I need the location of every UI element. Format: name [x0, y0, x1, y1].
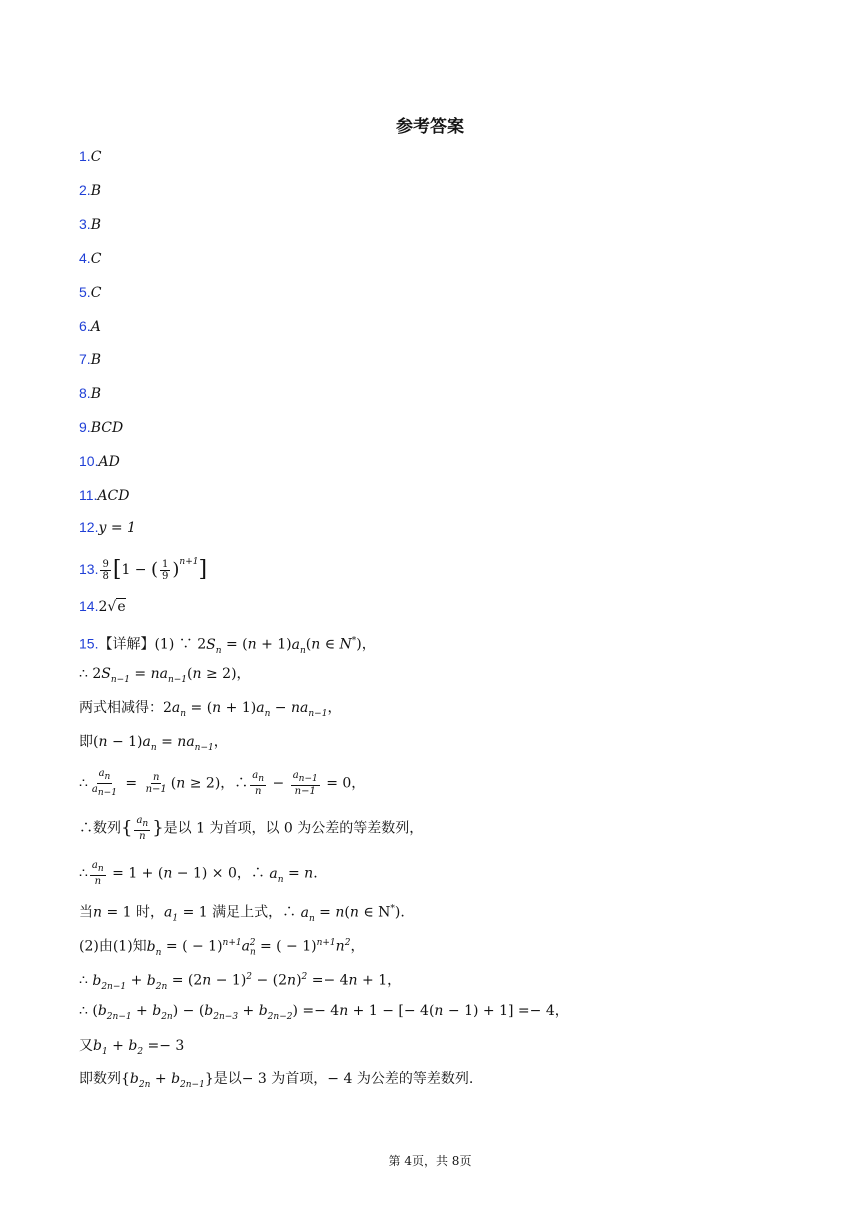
answer-13 [79, 552, 207, 582]
q15-text: 即数列 [79, 1071, 121, 1087]
sqrt-e: √e [107, 599, 126, 615]
answer-number: 10. [79, 453, 99, 469]
q15-line-1: 15.【详解】(1) ∵ $2S_n = (n + 1)a_n(n$ ∈ N*)， [79, 635, 376, 656]
q15-line-5: ∴ $\frac{a_n}{a_{n-1}}$ = $\frac{n}{n-1}$ (n ≥ 2)，∴ $\frac{a_n}{n}$ − $\frac{a_{n-1}}{n-1}$ = 0， [79, 768, 366, 798]
answer-14 [79, 596, 126, 617]
page-footer: 第 4页，共 8页 [388, 1154, 472, 1168]
q15-line-8: 当n = 1 时，$a_1 = 1$ 满足上式，∴ $a_n = n(n$ ∈ N*). [79, 904, 405, 924]
answer-number: 3. [79, 216, 91, 232]
q15-line-13: 即数列$\{b_{2n} + b_{2n-1}\}$是以− 3 为首项，− 4 为公差的等差数列. [79, 1071, 474, 1090]
answer-value: C [90, 251, 102, 267]
answer-12 [79, 517, 136, 538]
q15-line-11: ∴ $(b_{2n-1} + b_{2n}) - (b_{2n-3} + b_{2n-2}) =- 4n + 1$ − [− 4(n − 1) + 1] =− 4， [79, 1003, 569, 1022]
q15-line-9: (2)由(1)知$b_n$ = ( − $1)^{n+1}a_n^2$ = ( − $1)^{n+1}n^2$， [79, 938, 365, 958]
q15-line-2: ∴ $2S_{n-1} = na_{n-1}(n \ge 2)$， [79, 666, 251, 685]
answer-value: B [90, 183, 101, 199]
answer-1 [79, 146, 101, 167]
answer-value: C [90, 149, 102, 165]
q15-label: 【详解】 [98, 636, 155, 653]
q15-line-7: ∴ $\frac{a_n}{n}$ = 1 + (n − 1) × 0，∴ $a_n = n$. [79, 860, 318, 887]
answer-number: 9. [79, 419, 91, 435]
q15-text: (2)由(1)知 [79, 938, 147, 955]
answer-number: 13. [79, 561, 99, 577]
answer-number: 2. [79, 182, 91, 198]
answer-10 [79, 451, 120, 472]
answer-5 [79, 282, 101, 303]
answer-number: 14. [79, 598, 99, 614]
answer-formula: $\frac{9}{8}$ [1 − ( $\frac{1}{9}$ )$^{n+1}$] [102, 557, 208, 582]
answer-9 [79, 417, 123, 438]
answer-4 [79, 248, 101, 269]
page-title: 参考答案 [396, 117, 464, 137]
q15-text: 当 [79, 904, 93, 921]
answer-number: 15. [79, 635, 99, 652]
answer-value: y = 1 [98, 520, 136, 536]
answer-2 [79, 180, 101, 201]
answer-value: BCD [90, 420, 124, 436]
answer-6 [79, 316, 101, 337]
answer-number: 7. [79, 351, 91, 367]
answer-value: B [90, 352, 101, 368]
q15-text: 又 [79, 1038, 93, 1054]
answer-value: 2 [98, 599, 108, 615]
q15-line-12: 又$b_1 + b_2 =- 3$ [79, 1038, 185, 1057]
answer-number: 12. [79, 519, 99, 535]
answer-value: A [90, 319, 101, 335]
q15-line-4: 即$(n - 1)a_n = na_{n-1}$， [79, 734, 228, 753]
answer-number: 4. [79, 250, 91, 266]
answer-number: 11. [79, 487, 98, 503]
answer-3 [79, 214, 101, 235]
q15-text: 是以 1 为首项，以 0 为公差的等差数列， [163, 820, 424, 837]
answer-number: 6. [79, 318, 91, 334]
q15-text: 即 [79, 734, 93, 750]
answer-value: ACD [97, 488, 130, 504]
answer-8 [79, 383, 101, 404]
answer-11 [79, 485, 129, 506]
answer-7 [79, 349, 101, 370]
q15-line-3: 两式相减得：$2a_n = (n + 1)a_n - na_{n-1}$， [79, 700, 342, 719]
answer-value: B [90, 217, 101, 233]
answer-number: 5. [79, 284, 91, 300]
q15-text: 两式相减得： [79, 700, 163, 716]
q15-line-6: ∴数列{ $\frac{a_n}{n}$ }是以 1 为首项，以 0 为公差的等差数列， [79, 815, 424, 842]
q15-text: ∴数列 [79, 820, 121, 837]
q15-text: 满足上式， [212, 904, 283, 921]
answer-value: C [90, 285, 102, 301]
q15-line-10: ∴ $b_{2n-1} + b_{2n} = (2n - 1)^2 - (2n)^2 =- 4n + 1$， [79, 972, 402, 992]
answer-number: 1. [79, 148, 91, 164]
answer-number: 8. [79, 385, 91, 401]
answer-value: AD [98, 454, 120, 470]
answer-value: B [90, 386, 101, 402]
q15-text: 是以− 3 为首项，− 4 为公差的等差数列. [213, 1071, 474, 1087]
